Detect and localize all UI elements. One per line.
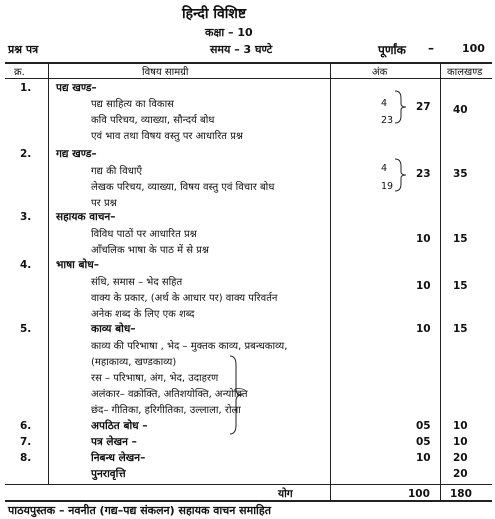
row8-heading: निबन्ध लेखन– (91, 452, 146, 464)
row1-brace-icon (393, 90, 409, 124)
total-label: योग (278, 488, 293, 500)
row8-periods: 20 (453, 452, 468, 464)
row8-num: 8. (20, 452, 32, 464)
paper-label: प्रश्न पत्र (8, 43, 39, 56)
row2-line1: गद्य की विधाएँ (91, 166, 142, 177)
row5-line5: छंद– गीतिका, हरिगीतिका, उल्लाला, रोला (91, 405, 241, 416)
row2-brace-icon (393, 158, 409, 192)
header-bottom-border (5, 78, 492, 79)
row1-submark1: 4 (381, 98, 388, 109)
row5-line4: अलंकार– वक्रोक्ति, अतिशयोक्ति, अन्योक्ति (91, 389, 248, 400)
col-header-num: क्र. (14, 67, 25, 78)
col-header-topic: विषय सामग्री (142, 67, 189, 78)
row1-num: 1. (20, 82, 32, 94)
row2-submark2: 19 (381, 181, 394, 192)
page-title: हिन्दी विशिष्ट (182, 6, 247, 22)
row2-periods: 35 (453, 168, 468, 180)
class-line: कक्षा – 10 (205, 26, 253, 39)
col-divider-2 (330, 62, 331, 500)
col-divider-3 (440, 62, 441, 500)
row5-line3: रस – परिभाषा, अंग, भेद, उदाहरण (91, 373, 219, 384)
row5-periods: 15 (453, 323, 468, 335)
table-bottom-border (5, 500, 492, 502)
col-divider-1 (48, 62, 49, 484)
row5-num: 5. (20, 323, 32, 335)
total-top-border (5, 484, 492, 485)
max-marks-dash: – (428, 41, 434, 55)
row9-heading: पुनरावृत्ति (91, 468, 126, 480)
row1-line2: कवि परिचय, व्याख्या, सौन्दर्य बोध (91, 115, 215, 126)
col-header-marks: अंक (372, 67, 388, 78)
row2-line2: लेखक परिचय, व्याख्या, विषय वस्तु एवं विचार बोध (91, 182, 275, 193)
row6-heading: अपठित बोध – (91, 420, 148, 432)
row2-line3: पर प्रश्न (91, 198, 117, 209)
row1-line3: एवं भाव तथा विषय वस्तु पर आधारित प्रश्न (91, 131, 243, 142)
total-marks: 100 (408, 488, 430, 500)
row4-line2: वाक्य के प्रकार, (अर्थ के आधार पर) वाक्य परिवर्तन (91, 293, 278, 304)
row3-periods: 15 (453, 233, 468, 245)
section-brace-icon (228, 355, 244, 435)
row2-submark1: 4 (381, 163, 388, 174)
textbook-note: पाठयपुस्तक – नवनीत (गद्य–पद्य संकलन) सहायक वाचन समाहित (8, 504, 271, 517)
table-top-border (5, 62, 492, 64)
row4-periods: 15 (453, 280, 468, 292)
row3-line1: विविध पाठों पर आधारित प्रश्न (91, 229, 197, 240)
row8-marks: 10 (416, 452, 431, 464)
row1-periods: 40 (453, 104, 468, 116)
row4-num: 4. (20, 259, 32, 271)
row5-heading: काव्य बोध– (91, 323, 136, 335)
row3-marks: 10 (416, 233, 431, 245)
row7-heading: पत्र लेखन – (91, 436, 137, 448)
row7-num: 7. (20, 436, 32, 448)
row4-heading: भाषा बोध– (56, 259, 99, 271)
row5-line1: काव्य की परिभाषा , भेद – मुक्तक काव्य, प्रबन्धकाव्य, (91, 341, 288, 352)
row6-num: 6. (20, 420, 32, 432)
row6-marks: 05 (416, 420, 431, 432)
row1-marks: 27 (416, 101, 431, 113)
row9-periods: 20 (453, 468, 468, 480)
row7-periods: 10 (453, 436, 468, 448)
row2-num: 2. (20, 148, 32, 160)
row1-submark2: 23 (381, 115, 394, 126)
row3-num: 3. (20, 211, 32, 223)
row2-heading: गद्य खण्ड– (56, 148, 97, 160)
row2-marks: 23 (416, 168, 431, 180)
max-marks-value: 100 (462, 42, 485, 55)
row4-line1: संधि, समास – भेद सहित (91, 277, 183, 288)
row7-marks: 05 (416, 436, 431, 448)
row5-line2: (महाकाव्य, खण्डकाव्य) (91, 357, 177, 368)
max-marks-label: पूर्णांक (378, 43, 406, 57)
row6-periods: 10 (453, 420, 468, 432)
row3-line2: आँचलिक भाषा के पाठ में से प्रश्न (91, 245, 209, 256)
row5-marks: 10 (416, 323, 431, 335)
row1-heading: पद्य खण्ड– (56, 82, 97, 94)
total-periods: 180 (450, 488, 472, 500)
row4-marks: 10 (416, 280, 431, 292)
time-label: समय – 3 घण्टे (210, 43, 273, 56)
row3-heading: सहायक वाचन– (56, 211, 116, 223)
col-header-periods: कालखण्ड (447, 67, 483, 78)
row1-line1: पद्य साहित्य का विकास (91, 99, 174, 110)
row4-line3: अनेक शब्द के लिए एक शब्द (91, 309, 195, 320)
